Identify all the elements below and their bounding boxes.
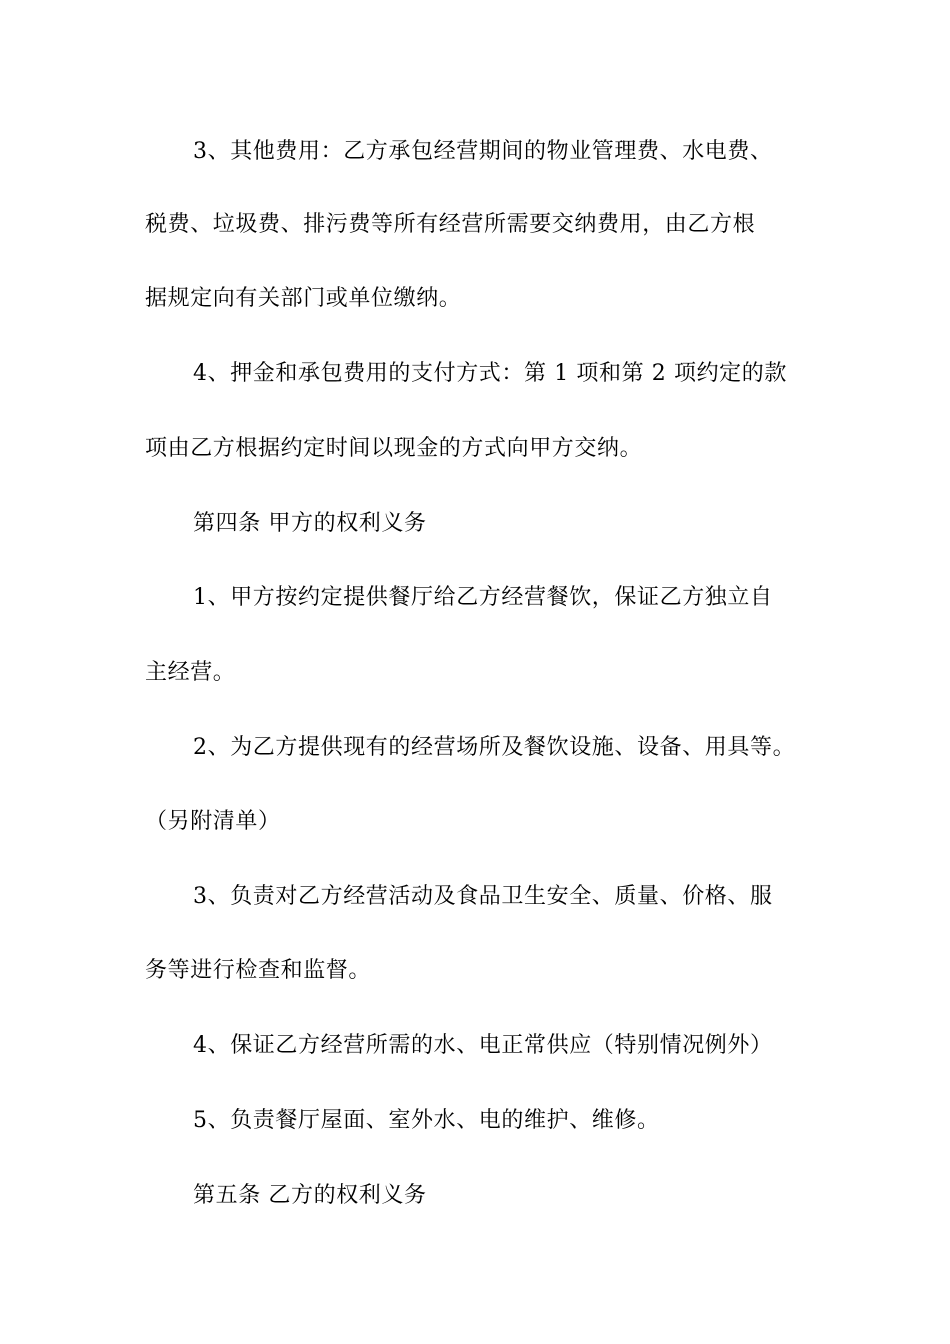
paragraph-line: 主经营。 <box>145 660 236 685</box>
paragraph-line: 据规定向有关部门或单位缴纳。 <box>145 286 462 311</box>
paragraph-line: 项由乙方根据约定时间以现金的方式向甲方交纳。 <box>145 436 643 461</box>
paragraph-line: 3、其他费用：乙方承包经营期间的物业管理费、水电费、 <box>193 139 773 164</box>
paragraph-line: 务等进行检查和监督。 <box>145 958 372 983</box>
paragraph-line: 2、为乙方提供现有的经营场所及餐饮设施、设备、用具等。 <box>193 735 796 760</box>
paragraph-line: 4、保证乙方经营所需的水、电正常供应（特别情况例外） <box>193 1033 773 1058</box>
section-heading: 第五条 乙方的权利义务 <box>193 1183 427 1208</box>
paragraph-line: 税费、垃圾费、排污费等所有经营所需要交纳费用，由乙方根 <box>145 212 756 237</box>
paragraph-line: 1、甲方按约定提供餐厅给乙方经营餐饮，保证乙方独立自 <box>193 585 773 610</box>
section-heading: 第四条 甲方的权利义务 <box>193 511 427 536</box>
paragraph-line: 3、负责对乙方经营活动及食品卫生安全、质量、价格、服 <box>193 884 773 909</box>
paragraph-line: （另附清单） <box>145 809 281 834</box>
paragraph-line: 5、负责餐厅屋面、室外水、电的维护、维修。 <box>193 1108 660 1133</box>
paragraph-line: 4、押金和承包费用的支付方式：第 1 项和第 2 项约定的款 <box>193 361 787 386</box>
